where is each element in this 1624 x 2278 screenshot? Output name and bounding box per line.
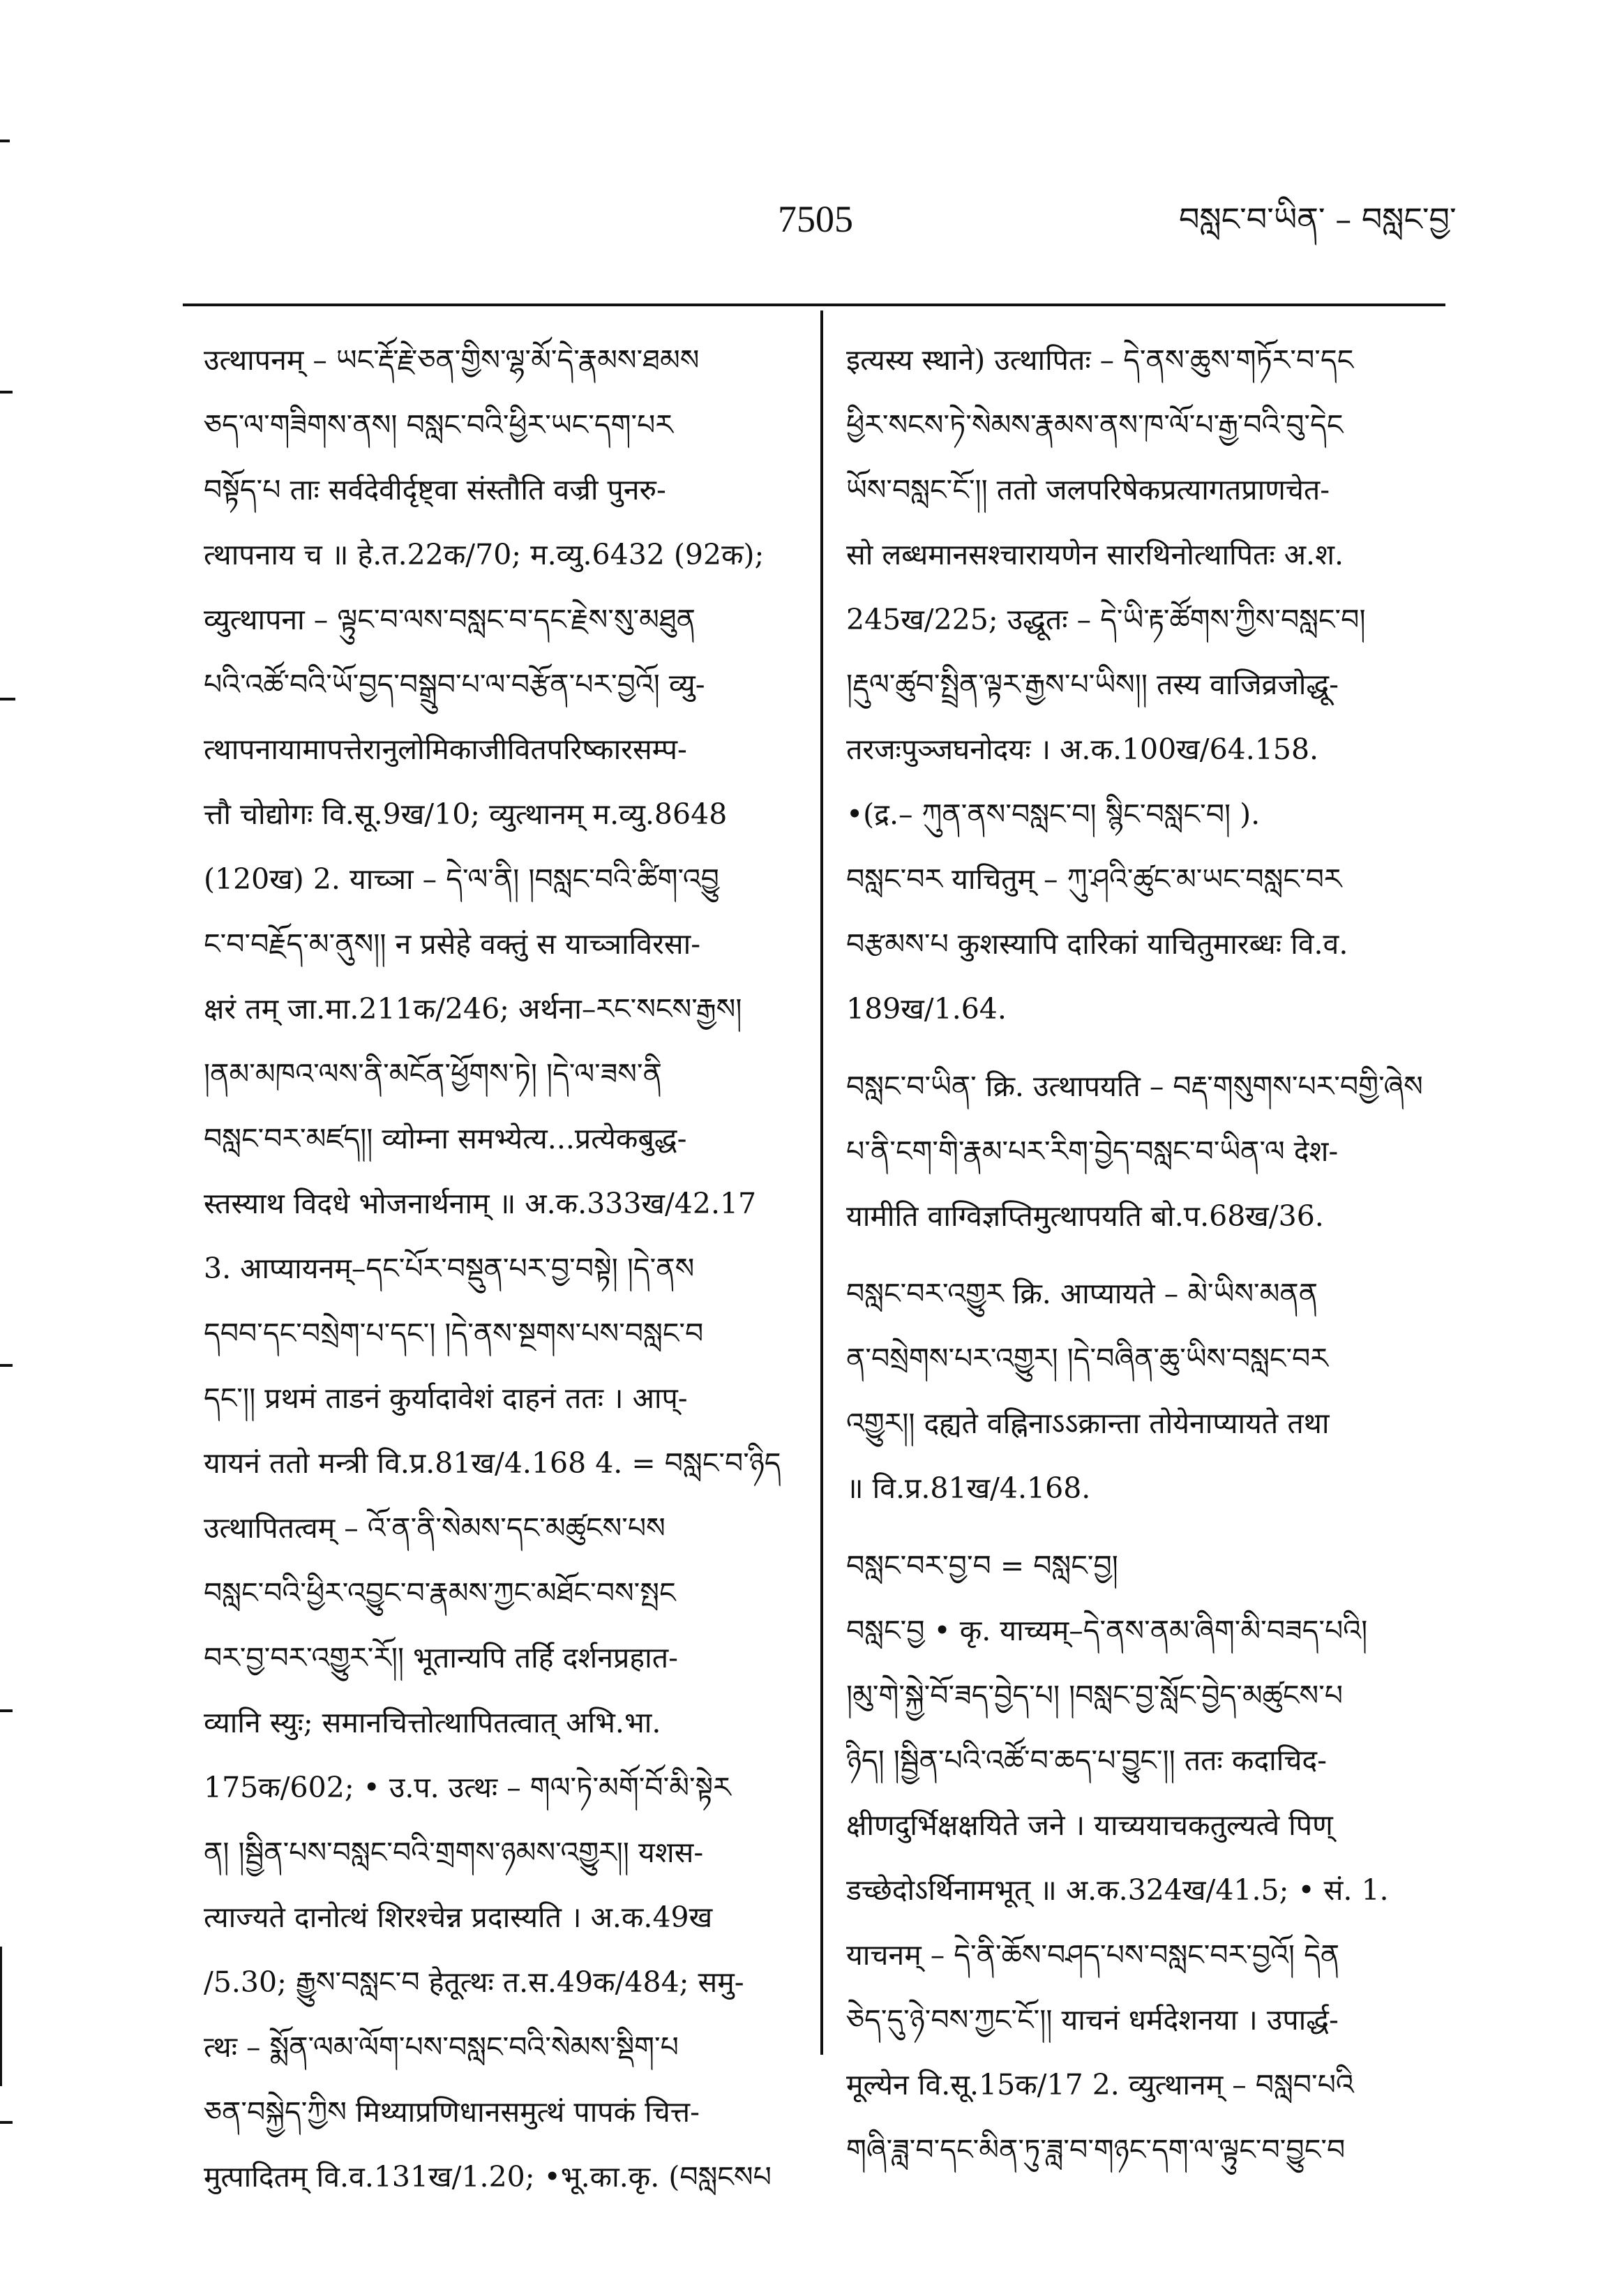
entry-headword-line: བསླང་བར་བྱ་བ = བསླང་བྱ། [846,1549,1118,1582]
margin-tick [0,2121,13,2124]
text-line: 3. आप्यायनम्–དང་པོར་བསྡུན་པར་བྱ་བསྟེ། །དེ་ནས [204,1252,695,1285]
text-line: ཅེད་དུ་ཉེ་བས་ཀྱང་ངོ་།། याचनं धर्मदेशनया । उपार्द्ध- [846,2003,1339,2037]
text-line: ཉིད། །སྦྱིན་པའི་འཚོ་བ་ཆད་པ་བྱུང་།། ततः कदाचिद- [846,1744,1327,1777]
text-line: བསླང་བར་མཛད།། व्योम्ना समभ्येत्य...प्रत्येकबुद्ध- [204,1122,687,1155]
text-line: ན། །སྦྱིན་པས་བསླང་བའི་གྲགས་ཉམས་འགྱུར།། यशस- [204,1836,704,1869]
text-line: त्याज्यते दानोत्थं शिरश्चेन्न प्रदास्यति । अ.क.49ख [204,1901,713,1934]
text-line: 175क/602; • उ.प. उत्थः – གལ་ཏེ་མགོ་བོ་མི་སྟེར [204,1771,731,1804]
text-line: त्थः – སྨོན་ལམ་ལོག་པས་བསླང་བའི་སེམས་སྡིག་པ [204,2030,679,2064]
text-line: क्षरं तम् जा.मा.211क/246; अर्थना–རང་སངས་རྒྱས། [204,992,742,1026]
text-line: उत्थापनम् – ཡང་རྡོ་རྗེ་ཅན་གྱིས་ལྷ་མོ་དེ་རྣམས་ཐམས [204,343,700,377]
text-line: ॥ वि.प्र.81ख/4.168. [846,1471,1091,1505]
text-line: •(द्र.– ཀུན་ནས་བསླང་བ། སྙིང་བསླང་བ། ). [846,797,1261,831]
text-line: ཅན་བསྐྱེད་ཀྱིས मिथ्याप्रणिधानसमुत्थं पापकं चित्त- [204,2095,700,2129]
column-divider [820,310,823,2055]
text-line: པའི་འཚོ་བའི་ཡོ་བྱད་བསྒྲུབ་པ་ལ་བརྩོན་པར་བྱའོ། व्यु- [204,668,705,701]
text-line: ཡོས་བསླང་ངོ་།། ततो जलपरिषेकप्रत्यागतप्राणचेत- [846,473,1330,507]
entry-headword-line: བསླང་བ་ཡིན་ क्रि. उत्थापयति – བརྡ་གསུགས་པར་བགྱི་ཞེས [846,1070,1423,1103]
text-line: मूल्येन वि.सू.15क/17 2. व्युत्थानम् – བསླབ་པའི [846,2068,1354,2101]
text-line: གཞི་ཟླ་བ་དང་མིན་ཏུ་ཟླ་བ་གཉང་དག་ལ་ལྟུང་བ་བྱུང་བ [846,2133,1346,2166]
text-line: །མུ་གེ་སྐྱེ་བོ་ཟད་བྱེད་པ། །བསླང་བྱ་སློང་བྱེད་མཚུངས་པ [846,1679,1344,1712]
text-line: याचनम् – དེ་ནི་ཆོས་བཤད་པས་བསླང་བར་བྱའོ། དེན [846,1938,1340,1972]
text-line: स्तस्याथ विदधे भोजनार्थनाम् ॥ अ.क.333ख/42.17 [204,1187,757,1220]
text-line: डच्छेदोऽर्थिनामभूत् ॥ अ.क.324ख/41.5; • सं. 1. [846,1873,1389,1907]
text-line: उत्थापितत्वम् – འོ་ན་ནི་སེམས་དང་མཚུངས་པས [204,1511,666,1545]
text-line: त्तौ चोद्योगः वि.सू.9ख/10; व्युत्थानम् म.व्यु.8648 [204,797,728,831]
margin-line [0,1947,2,2086]
text-line: तरजःपुञ्जघनोदयः । अ.क.100ख/64.158. [846,733,1319,766]
right-column [846,328,1460,2182]
text-line: བར་བྱ་བར་འགྱུར་རོ།། भूतान्यपि तर्हि दर्शनप्रहात- [204,1641,678,1674]
text-line: འགྱུར།། दह्यते वह्निनाऽऽक्रान्ता तोयेनाप्यायते तथा [846,1407,1330,1440]
text-line: (120ख) 2. याच्ञा – དེ་ལ་ནི། །བསླང་བའི་ཚིག་འབྱུ [204,862,719,896]
left-column [204,328,804,2210]
margin-tick [0,1364,13,1367]
text-line: བསླང་བར याचितुम् – ཀུ་ཤའི་ཚུང་མ་ཡང་བསླང་བར [846,862,1342,896]
text-line: त्थापनायामापत्तेरानुलोमिकाजीवितपरिष्कारसम्प- [204,733,687,766]
page-number: 7505 [778,198,853,240]
text-line: བསླང་བའི་ཕྱིར་འབྱུང་བ་རྣམས་ཀྱང་མཐོང་བས་སྤང [204,1576,676,1610]
text-line: པ་ནི་ངག་གི་རྣམ་པར་རིག་བྱེད་བསླང་བ་ཡིན་ལ देश- [846,1134,1339,1168]
text-line: मुत्पादितम् वि.व.131ख/1.20; •भू.का.कृ. (བསླངསཔ [204,2160,772,2194]
text-line: ཕྱིར་སངས་ཏེ་སེམས་རྣམས་ནས་ཁ་ལོ་པ་རྒྱ་བའི་བུ་དེང [846,408,1344,442]
margin-tick [0,1709,13,1712]
text-line: सो लब्धमानसश्चारायणेन सारथिनोत्थापितः अ.श. [846,538,1344,571]
text-line: 245ख/225; उद्धूतः – དེ་ཡི་རྟ་ཚོགས་ཀྱིས་བསླང་བ། [846,603,1366,636]
text-line: व्यानि स्युः; समानचित्तोत्थापितत्वात् अभि.भा. [204,1706,661,1739]
entry-headword-line: བསླང་བྱ • कृ. याच्यम्–དེ་ནས་ནམ་ཞིག་མི་བཟད་པའི། [846,1614,1368,1647]
margin-tick [0,391,13,394]
text-line: དང་།། प्रथमं ताडनं कुर्यादावेशं दाहनं ततः । आप्- [204,1381,688,1415]
text-line: यामीति वाग्विज्ञप्तिमुत्थापयति बो.प.68ख/36. [846,1199,1324,1233]
running-head: བསླང་བ་ཡིན་ – བསླང་བྱ་ [1179,200,1457,238]
header-rule [183,304,1445,306]
entry-headword-line: བསླང་བར་འགྱུར क्रि. आप्यायते – མེ་ཡིས་མནན [846,1277,1318,1310]
text-line: क्षीणदुर्भिक्षक्षयिते जने । याच्ययाचकतुल्यत्वे पिण् [846,1808,1333,1842]
text-line: ང་བ་བརྗོད་མ་ནུས།། न प्रसेहे वक्तुं स याच्ञाविरसा- [204,927,701,961]
text-line: དབབ་དང་བསྲེག་པ་དང་། །དེ་ནས་སྔགས་པས་བསླང་བ [204,1317,704,1350]
margin-tick [0,698,15,700]
text-line: །ནམ་མཁའ་ལས་ནི་མངོན་ཕྱོགས་ཏེ། །དེ་ལ་ཟས་ནི [204,1057,662,1091]
text-line: །རྡུལ་ཚུབ་སྤྲིན་ལྟར་རྒྱས་པ་ཡིས།། तस्य वाजिव्रजोद्धू- [846,668,1339,701]
margin-tick [0,140,10,142]
text-line: ན་བསྲེགས་པར་འགྱུར། །དེ་བཞིན་ཆུ་ཡིས་བསླང་བར [846,1342,1328,1375]
text-line: त्थापनाय च ॥ हे.त.22क/70; म.व्यु.6432 (92क); [204,538,765,571]
text-line: यायनं ततो मन्त्री वि.प्र.81ख/4.168 4. = བསླང་བ་ཉིད [204,1446,781,1480]
text-line: བསྟོད་པ ताः सर्वदेवीर्दृष्ट्वा संस्तौति वज्री पुनरु- [204,473,666,507]
text-line: བརྩམས་པ कुशस्यापि दारिकां याचितुमारब्धः वि.व. [846,927,1348,961]
text-line: 189ख/1.64. [846,992,1007,1026]
text-line: /5.30; རྒྱུས་བསླང་བ हेतूत्थः त.स.49क/484; समु- [204,1965,744,1999]
text-line: इत्यस्य स्थाने) उत्थापितः – དེ་ནས་ཆུས་གཏོར་བ་དང [846,343,1354,377]
text-line: ཅད་ལ་གཟིགས་ནས། བསླང་བའི་ཕྱིར་ཡང་དག་པར [204,408,673,442]
text-line: व्युत्थापना – ལྟུང་བ་ལས་བསླང་བ་དང་རྗེས་སུ་མཐུན [204,603,696,636]
